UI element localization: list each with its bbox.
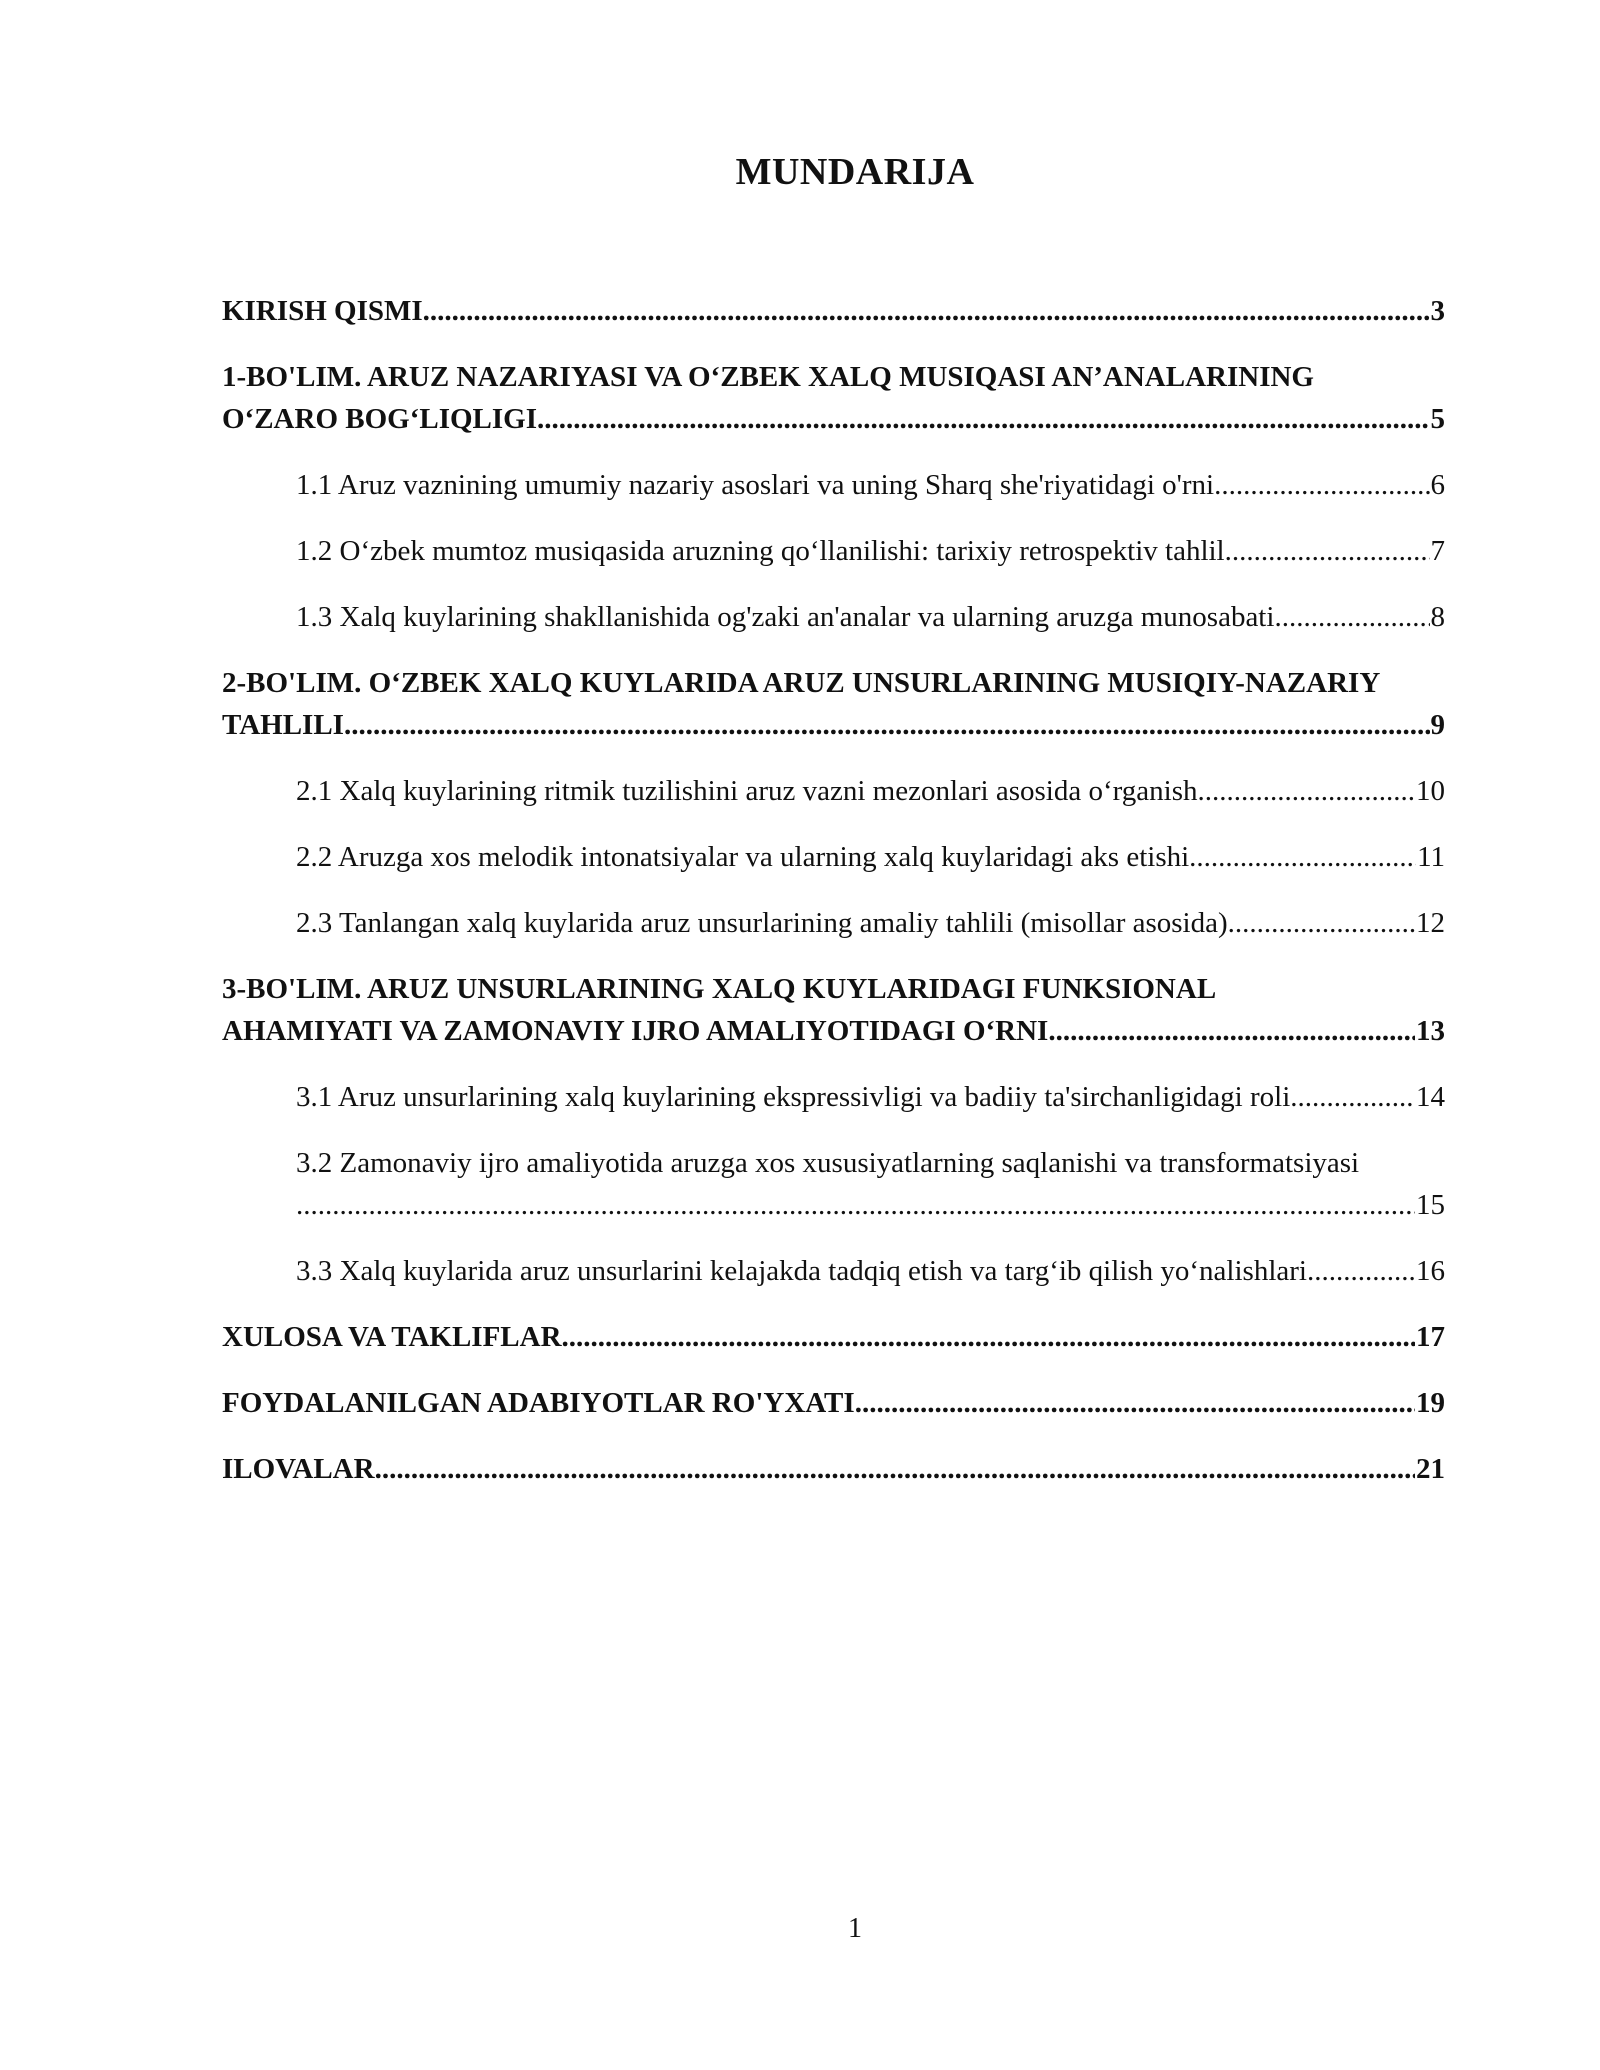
- toc-leader-line: [296, 464, 1445, 506]
- toc-entry-3-3[interactable]: [296, 1250, 1445, 1292]
- toc-entry-2-1[interactable]: [296, 770, 1445, 812]
- toc-entry-title: 2.2 Aruzga xos melodik intonatsiyalar va ularning xalq kuylaridagi aks etishi: [296, 841, 1190, 873]
- toc-page-number: 13: [1416, 1015, 1445, 1047]
- toc-leader-line: [296, 1184, 1445, 1226]
- toc-page-number: 5: [1430, 403, 1445, 435]
- toc-entry-chapter-2[interactable]: [222, 662, 1445, 746]
- toc-entry-title-line-1: 3.2 Zamonaviy ijro amaliyotida aruzga xos xususiyatlarning saqlanishi va transformatsiyasi: [296, 1147, 1360, 1179]
- toc-entry-chapter-3[interactable]: [222, 968, 1445, 1052]
- dot-leader: [1048, 1010, 1415, 1052]
- toc-entry-title-line-2: TAHLILI: [222, 709, 344, 741]
- toc-page-number: 10: [1416, 775, 1445, 807]
- toc-leader-line: [296, 1076, 1445, 1118]
- toc-leader-line: [222, 1448, 1445, 1490]
- toc-page-number: 9: [1430, 709, 1445, 741]
- toc-entry-1-2[interactable]: [296, 530, 1445, 572]
- toc-page-number: 11: [1417, 841, 1445, 873]
- toc-leader-line: [296, 902, 1445, 944]
- toc-leader-line: [222, 290, 1445, 332]
- toc-entry-2-2[interactable]: [296, 836, 1445, 878]
- toc-leader-line: [296, 596, 1445, 638]
- dot-leader: [1189, 836, 1416, 878]
- toc-entry-title-line-1: 1-BO'LIM. ARUZ NAZARIYASI VA O‘ZBEK XALQ MUSIQASI AN’ANALARINING: [222, 361, 1314, 393]
- toc-entry-title: 1.3 Xalq kuylarining shakllanishida og'zaki an'analar va ularning aruzga munosabati: [296, 601, 1275, 633]
- toc-page-number: 16: [1416, 1255, 1445, 1287]
- dot-leader: [423, 290, 1430, 332]
- toc-entry-title: 3.1 Aruz unsurlarining xalq kuylarining ekspressivligi va badiiy ta'sirchanligidagi roli: [296, 1081, 1291, 1113]
- toc-leader-line: [296, 530, 1445, 572]
- dot-leader: [562, 1316, 1415, 1358]
- dot-leader: [375, 1448, 1415, 1490]
- toc-entry-chapter-1[interactable]: [222, 356, 1445, 440]
- toc-entry-title: 3.3 Xalq kuylarida aruz unsurlarini kelajakda tadqiq etish va targ‘ib qilish yo‘nalishlari: [296, 1255, 1307, 1287]
- toc-entry-title: 1.1 Aruz vaznining umumiy nazariy asoslari va uning Sharq she'riyatidagi o'rni: [296, 469, 1215, 501]
- toc-entry-title: 2.3 Tanlangan xalq kuylarida aruz unsurlarining amaliy tahlili (misollar asosida): [296, 907, 1228, 939]
- toc-entry-2-3[interactable]: [296, 902, 1445, 944]
- toc-leader-line: [222, 1316, 1445, 1358]
- dot-leader: [1197, 770, 1415, 812]
- toc-entry-title: ILOVALAR: [222, 1453, 375, 1485]
- toc-page-number: 7: [1430, 535, 1445, 567]
- dot-leader: [296, 1184, 1415, 1226]
- page-title: MUNDARIJA: [735, 151, 975, 193]
- toc-entry-1-1[interactable]: [296, 464, 1445, 506]
- dot-leader: [1214, 464, 1429, 506]
- toc-page-number: 17: [1416, 1321, 1445, 1353]
- toc-entry-ilovalar[interactable]: [222, 1448, 1445, 1490]
- dot-leader: [1228, 902, 1415, 944]
- dot-leader: [537, 398, 1429, 440]
- toc-entry-3-1[interactable]: [296, 1076, 1445, 1118]
- toc-entry-title: FOYDALANILGAN ADABIYOTLAR RO'YXATI: [222, 1387, 855, 1419]
- dot-leader: [1274, 596, 1429, 638]
- toc-page-number: 15: [1416, 1189, 1445, 1221]
- toc-leader-line: [296, 770, 1445, 812]
- toc-entry-title: XULOSA VA TAKLIFLAR: [222, 1321, 562, 1353]
- toc-entry-3-2[interactable]: [296, 1142, 1445, 1226]
- dot-leader: [344, 704, 1430, 746]
- toc-leader-line: [222, 1010, 1445, 1052]
- toc-entry-title-line-2: O‘ZARO BOG‘LIQLIGI: [222, 403, 538, 435]
- toc-leader-line: [296, 836, 1445, 878]
- toc-entry-title: KIRISH QISMI: [222, 295, 423, 327]
- toc-entry-adabiyotlar[interactable]: [222, 1382, 1445, 1424]
- toc-page-number: 21: [1416, 1453, 1445, 1485]
- dot-leader: [855, 1382, 1415, 1424]
- toc-page-number: 6: [1430, 469, 1445, 501]
- toc-entry-title: 1.2 O‘zbek mumtoz musiqasida aruzning qo‘llanilishi: tarixiy retrospektiv tahlil: [296, 535, 1225, 567]
- dot-leader: [1225, 530, 1430, 572]
- toc-page-number: 8: [1430, 601, 1445, 633]
- page-number: 1: [848, 1913, 862, 1944]
- toc-entry-1-3[interactable]: [296, 596, 1445, 638]
- toc-entry-title-line-1: 3-BO'LIM. ARUZ UNSURLARINING XALQ KUYLARIDAGI FUNKSIONAL: [222, 973, 1217, 1005]
- toc-page-number: 19: [1416, 1387, 1445, 1419]
- toc-leader-line: [222, 1382, 1445, 1424]
- toc-leader-line: [222, 704, 1445, 746]
- dot-leader: [1290, 1076, 1415, 1118]
- toc-page-number: 12: [1416, 907, 1445, 939]
- toc-page-number: 14: [1416, 1081, 1445, 1113]
- toc-entry-title-line-2: AHAMIYATI VA ZAMONAVIY IJRO AMALIYOTIDAGI O‘RNI: [222, 1015, 1049, 1047]
- toc-page-number: 3: [1430, 295, 1445, 327]
- toc-leader-line: [222, 398, 1445, 440]
- toc-entry-xulosa[interactable]: [222, 1316, 1445, 1358]
- toc-leader-line: [296, 1250, 1445, 1292]
- toc-entry-title-line-1: 2-BO'LIM. O‘ZBEK XALQ KUYLARIDA ARUZ UNSURLARINING MUSIQIY-NAZARIY: [222, 667, 1381, 699]
- toc-entry-title: 2.1 Xalq kuylarining ritmik tuzilishini aruz vazni mezonlari asosida o‘rganish: [296, 775, 1198, 807]
- toc-entry-kirish[interactable]: [222, 290, 1445, 332]
- dot-leader: [1307, 1250, 1415, 1292]
